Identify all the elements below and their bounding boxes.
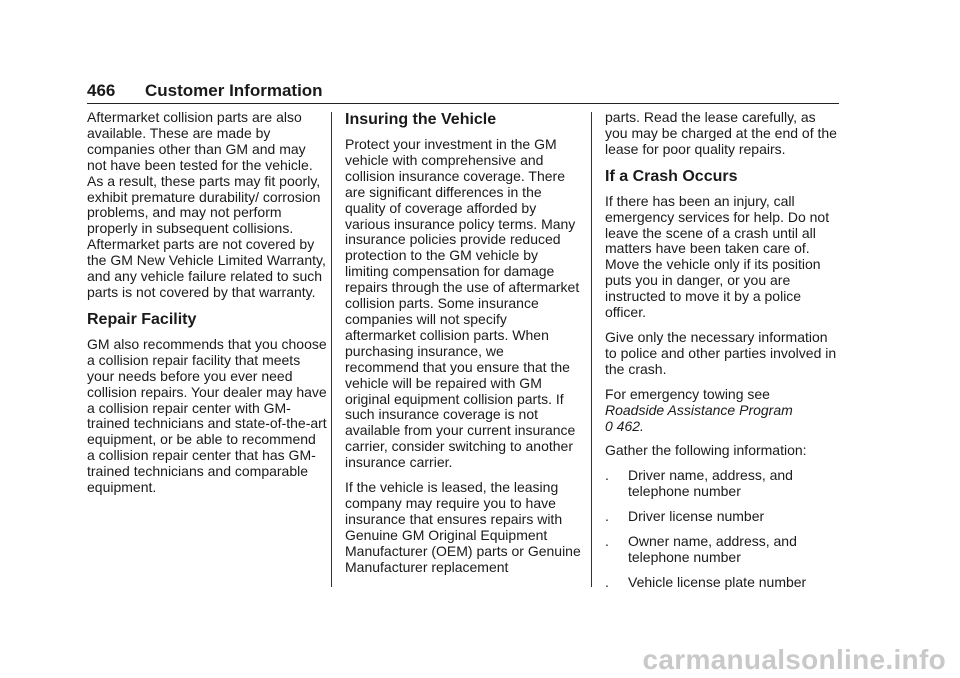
column-divider-2 bbox=[591, 112, 592, 587]
list-item: . Vehicle license plate number bbox=[605, 573, 807, 590]
column-divider-1 bbox=[331, 112, 332, 587]
list-item: . Driver license number bbox=[605, 508, 765, 525]
insurance-paragraph: Protect your investment in the GM vehicle with comprehensive and collision insurance coverage. There are significant differences in the quality of coverage afforded by various insurance policy terms. Many insurance policies provide reduced protection to the GM vehicle by limiting compensation for damage repairs through the use of aftermarket collision parts. Some insurance companies will not specify aftermarket collision parts. When purchasing insurance, we recommend that you ensure that the vehicle will be repaired with GM original equipment collision parts. If such insurance coverage is not available from your current insurance carrier, consider switching to another insurance carrier. bbox=[345, 136, 580, 471]
page-reference[interactable]: 0 462. bbox=[605, 417, 644, 434]
repair-facility-paragraph: GM also recommends that you choose a collision repair facility that meets your needs before you ever need collision repairs. Your dealer may have a collision repair center with GM-trained technicians and state-of-the-art equipment, or be able to recommend a collision repair center that has GM-trained technicians and comparable equipment. bbox=[87, 335, 327, 496]
footer bbox=[60, 644, 960, 678]
info-list bbox=[605, 468, 841, 590]
towing-paragraph bbox=[605, 387, 841, 435]
column-3 bbox=[605, 110, 841, 600]
bullet-icon: . bbox=[605, 508, 609, 525]
list-item: . Owner name, address, and telephone number bbox=[605, 533, 797, 565]
injury-paragraph: If there has been an injury, call emergency services for help. Do not leave the scene of a crash until all matters have been taken care of. Move the vehicle only if its position puts you in danger, or you are instructed to move it by a police officer. bbox=[605, 192, 830, 321]
gather-info-paragraph: Gather the following information: bbox=[605, 442, 807, 459]
column-1 bbox=[87, 110, 327, 505]
necessary-info-paragraph: Give only the necessary information to police and other parties involved in the crash. bbox=[605, 328, 837, 377]
page-number: 466 bbox=[87, 81, 116, 100]
header-rule bbox=[87, 103, 839, 104]
column-2 bbox=[345, 110, 581, 584]
insuring-vehicle-heading: Insuring the Vehicle bbox=[345, 111, 497, 128]
lease-paragraph: If the vehicle is leased, the leasing company may require you to have insurance that ensures repairs with Genuine GM Original Equipment Manufacturer (OEM) parts or Genuine Manufacturer replacement bbox=[345, 479, 581, 575]
watermark: carmanualsonline.info bbox=[642, 644, 946, 675]
page-header bbox=[87, 81, 323, 101]
repair-facility-heading: Repair Facility bbox=[87, 310, 197, 328]
list-item: . Driver name, address, and telephone number bbox=[605, 467, 793, 500]
bullet-icon: . bbox=[605, 467, 609, 484]
bullet-icon: . bbox=[605, 533, 609, 550]
section-title: Customer Information bbox=[145, 81, 323, 100]
lease-continued-paragraph: parts. Read the lease carefully, as you may be charged at the end of the lease for poor quality repairs. bbox=[605, 109, 837, 157]
bullet-icon: . bbox=[605, 573, 609, 590]
crash-heading: If a Crash Occurs bbox=[605, 167, 738, 185]
aftermarket-paragraph: Aftermarket collision parts are also available. These are made by companies other than GM and may not have been tested for the vehicle. As a result, these parts may fit poorly, exhibit premature durability/ corrosion problems, and may not perform properly in subsequent collisions. Aftermarket parts are not covered by the GM New Vehicle Limited Warranty, and any vehicle failure related to such parts is not covered by that warranty. bbox=[87, 109, 326, 300]
towing-text: For emergency towing see bbox=[605, 385, 770, 402]
roadside-assistance-link[interactable]: Roadside Assistance Program bbox=[605, 401, 793, 418]
